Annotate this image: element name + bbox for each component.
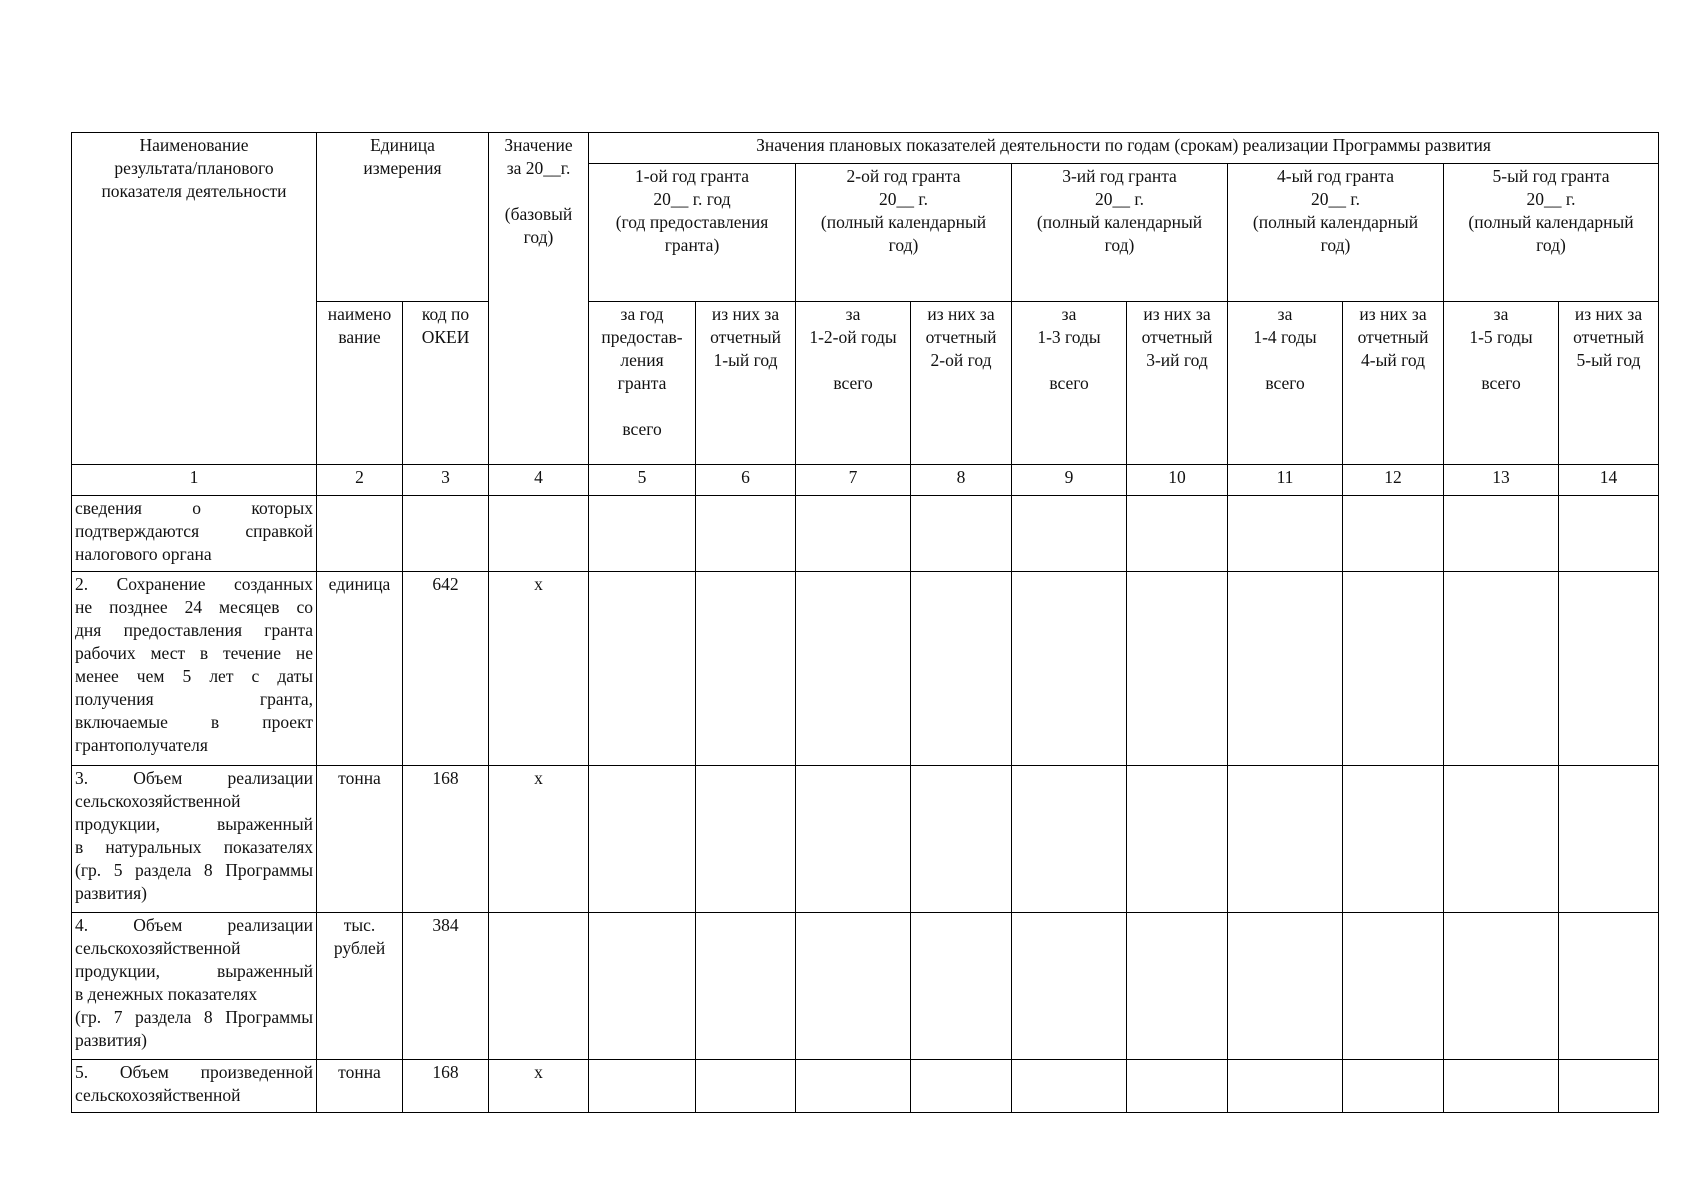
column-number: 14 xyxy=(1559,465,1659,496)
subheader-line: 5-ый год xyxy=(1576,350,1641,370)
indicator-name-line: (гр. 7 раздела 8 Программы xyxy=(75,1007,313,1027)
okei-cell xyxy=(403,496,489,572)
value-cell xyxy=(696,766,796,913)
indicator-name-line: сельскохозяйственной xyxy=(75,791,241,811)
value-cell xyxy=(1559,766,1659,913)
value-cell xyxy=(911,496,1012,572)
subheader-line: 1-2-ой годы xyxy=(809,327,897,347)
column-number: 12 xyxy=(1343,465,1444,496)
year-2-header xyxy=(796,164,1012,302)
subheader-line: ления xyxy=(620,350,664,370)
subheader-line: 2-ой год xyxy=(930,350,992,370)
column-number: 8 xyxy=(911,465,1012,496)
okei-cell: 384 xyxy=(403,913,489,1060)
subheader-line: код по xyxy=(421,304,470,324)
value-cell xyxy=(1343,913,1444,1060)
subheader-line: вание xyxy=(338,327,381,347)
year-4-total-subheader xyxy=(1228,302,1343,465)
col-base-header-line: Значение xyxy=(504,135,573,155)
year-1-total-subheader xyxy=(589,302,696,465)
col-unit-header xyxy=(317,133,489,302)
subheader-line: всего xyxy=(1481,373,1521,393)
indicator-name-line: сельскохозяйственной xyxy=(75,1085,241,1105)
year-header-line: (полный календарный xyxy=(820,212,987,232)
value-cell xyxy=(696,913,796,1060)
value-cell xyxy=(1444,496,1559,572)
subheader-line: отчетный xyxy=(1573,327,1644,347)
year-header-line: 20__ г. год xyxy=(653,189,731,209)
value-cell xyxy=(1228,1060,1343,1113)
year-header-line: год) xyxy=(888,235,919,255)
year-3-header xyxy=(1012,164,1228,302)
year-1-header xyxy=(589,164,796,302)
subheader-line: из них за xyxy=(1143,304,1211,324)
col-name-header-line: показателя деятельности xyxy=(101,181,287,201)
value-cell xyxy=(1012,1060,1127,1113)
unit-line: тыс. xyxy=(343,915,376,935)
subheader-line: всего xyxy=(1265,373,1305,393)
value-cell xyxy=(1127,572,1228,766)
value-cell xyxy=(1559,1060,1659,1113)
indicator-name-line: 2. Сохранение созданных xyxy=(75,574,313,594)
year-5-reported-subheader xyxy=(1559,302,1659,465)
value-cell xyxy=(796,1060,911,1113)
year-header-line: год) xyxy=(1104,235,1135,255)
grant-indicators-table xyxy=(71,132,1659,1113)
indicator-name xyxy=(72,913,317,1060)
year-header-line: 4-ый год гранта xyxy=(1277,166,1395,186)
table-row xyxy=(72,1060,1659,1113)
subheader-line: 4-ый год xyxy=(1361,350,1425,370)
value-cell xyxy=(696,572,796,766)
value-cell xyxy=(1127,766,1228,913)
value-cell xyxy=(1559,496,1659,572)
col-unit-header-line: Единица xyxy=(370,135,435,155)
unit-line: рублей xyxy=(333,938,386,958)
indicator-name-line: грантополучателя xyxy=(75,735,208,755)
unit-cell: тонна xyxy=(317,1060,403,1113)
unit-cell: единица xyxy=(317,572,403,766)
col-unit-header-line: измерения xyxy=(363,158,442,178)
subheader-line: из них за xyxy=(1359,304,1427,324)
indicator-name xyxy=(72,1060,317,1113)
year-2-reported-subheader xyxy=(911,302,1012,465)
year-header-line: (полный календарный xyxy=(1036,212,1203,232)
okei-cell: 642 xyxy=(403,572,489,766)
value-cell xyxy=(1343,496,1444,572)
year-header-line: 1-ой год гранта xyxy=(635,166,750,186)
value-cell xyxy=(796,913,911,1060)
subheader-line: 1-5 годы xyxy=(1469,327,1533,347)
year-2-total-subheader xyxy=(796,302,911,465)
value-cell xyxy=(696,1060,796,1113)
base-value-cell: х xyxy=(489,572,589,766)
subheader-line: из них за xyxy=(711,304,780,324)
col-plan-header: Значения плановых показателей деятельности по годам (срокам) реализации Программы развития xyxy=(589,133,1659,164)
okei-cell: 168 xyxy=(403,1060,489,1113)
col-name-header xyxy=(72,133,317,465)
year-header-line: 2-ой год гранта xyxy=(846,166,961,186)
subheader-line: предостав- xyxy=(601,327,683,347)
col-name-header-line: результата/планового xyxy=(114,158,274,178)
column-number: 6 xyxy=(696,465,796,496)
value-cell xyxy=(589,572,696,766)
value-cell xyxy=(1127,496,1228,572)
subheader-line: отчетный xyxy=(1141,327,1213,347)
year-5-header xyxy=(1444,164,1659,302)
value-cell xyxy=(1343,1060,1444,1113)
indicator-name xyxy=(72,496,317,572)
subheader-line: 1-ый год xyxy=(713,350,778,370)
value-cell xyxy=(1012,766,1127,913)
value-cell xyxy=(1444,766,1559,913)
value-cell xyxy=(1444,913,1559,1060)
indicator-name-line: налогового органа xyxy=(75,544,212,564)
year-header-line: 20__ г. xyxy=(1526,189,1576,209)
unit-cell xyxy=(317,496,403,572)
year-header-line: (полный календарный xyxy=(1468,212,1634,232)
column-number-row xyxy=(72,465,1659,496)
year-3-total-subheader xyxy=(1012,302,1127,465)
col-base-header-line: год) xyxy=(523,227,554,247)
indicator-name-line: развития) xyxy=(75,1030,147,1050)
value-cell xyxy=(589,766,696,913)
table-row xyxy=(72,913,1659,1060)
indicator-name-line: сельскохозяйственной xyxy=(75,938,241,958)
year-header-line: (год предоставления xyxy=(615,212,769,232)
column-number: 10 xyxy=(1127,465,1228,496)
subheader-line: 3-ий год xyxy=(1146,350,1208,370)
value-cell xyxy=(1444,572,1559,766)
indicator-name-line: (гр. 5 раздела 8 Программы xyxy=(75,860,313,880)
base-value-cell xyxy=(489,496,589,572)
indicator-name-line: рабочих мест в течение не xyxy=(75,643,313,663)
table-row xyxy=(72,572,1659,766)
subheader-line: 1-3 годы xyxy=(1037,327,1101,347)
indicator-name-line: включаемые в проект xyxy=(75,712,313,732)
subheader-line: отчетный xyxy=(710,327,781,347)
value-cell xyxy=(796,496,911,572)
unit-cell: тонна xyxy=(317,766,403,913)
subheader-line: гранта xyxy=(617,373,667,393)
value-cell xyxy=(911,913,1012,1060)
subheader-line: за xyxy=(1277,304,1293,324)
value-cell xyxy=(911,572,1012,766)
indicator-name-line: продукции, выраженный xyxy=(75,961,313,981)
column-number: 7 xyxy=(796,465,911,496)
indicator-name xyxy=(72,766,317,913)
year-header-line: (полный календарный xyxy=(1252,212,1419,232)
table-row xyxy=(72,766,1659,913)
subheader-line: всего xyxy=(1049,373,1089,393)
year-header-line: 5-ый год гранта xyxy=(1492,166,1610,186)
base-value-cell xyxy=(489,913,589,1060)
year-header-line: 20__ г. xyxy=(1311,189,1360,209)
column-number: 5 xyxy=(589,465,696,496)
subheader-line: за xyxy=(1493,304,1509,324)
indicator-name-line: 5. Объем произведенной xyxy=(75,1062,313,1082)
value-cell xyxy=(1228,766,1343,913)
subheader-line: отчетный xyxy=(1357,327,1429,347)
year-4-reported-subheader xyxy=(1343,302,1444,465)
year-1-reported-subheader xyxy=(696,302,796,465)
subheader-line: ОКЕИ xyxy=(421,327,470,347)
value-cell xyxy=(1012,496,1127,572)
value-cell xyxy=(1228,572,1343,766)
value-cell xyxy=(796,766,911,913)
value-cell xyxy=(1127,913,1228,1060)
indicator-name-line: в денежных показателях xyxy=(75,984,258,1004)
value-cell xyxy=(589,496,696,572)
column-number: 4 xyxy=(489,465,589,496)
indicator-name-line: получения гранта, xyxy=(75,689,313,709)
subheader-line: за xyxy=(1061,304,1077,324)
indicator-name-line: развития) xyxy=(75,883,147,903)
value-cell xyxy=(589,913,696,1060)
indicator-name-line: дня предоставления гранта xyxy=(75,620,313,640)
value-cell xyxy=(1012,572,1127,766)
indicator-name-line: менее чем 5 лет с даты xyxy=(75,666,313,686)
table-row xyxy=(72,496,1659,572)
column-number: 3 xyxy=(403,465,489,496)
value-cell xyxy=(696,496,796,572)
year-header-line: гранта) xyxy=(664,235,720,255)
subheader-line: всего xyxy=(622,419,662,439)
column-number: 13 xyxy=(1444,465,1559,496)
year-header-line: 3-ий год гранта xyxy=(1062,166,1177,186)
base-value-cell: х xyxy=(489,766,589,913)
subheader-line: за xyxy=(845,304,861,324)
indicator-name-line: сведения о которых xyxy=(75,498,313,518)
column-number: 9 xyxy=(1012,465,1127,496)
indicator-name-line: не позднее 24 месяцев со xyxy=(75,597,313,617)
year-header-line: 20__ г. xyxy=(1095,189,1144,209)
year-5-total-subheader xyxy=(1444,302,1559,465)
base-value-cell: х xyxy=(489,1060,589,1113)
indicator-name-line: подтверждаются справкой xyxy=(75,521,313,541)
value-cell xyxy=(1343,572,1444,766)
col-base-header-line: за 20__г. xyxy=(506,158,571,178)
value-cell xyxy=(1012,913,1127,1060)
year-header-line: 20__ г. xyxy=(879,189,928,209)
indicator-name-line: 3. Объем реализации xyxy=(75,768,313,788)
col-base-header xyxy=(489,133,589,465)
year-header-line: год) xyxy=(1320,235,1351,255)
value-cell xyxy=(589,1060,696,1113)
value-cell xyxy=(1444,1060,1559,1113)
col-base-header-line: (базовый xyxy=(504,204,573,224)
unit-name-subheader xyxy=(317,302,403,465)
subheader-line: из них за xyxy=(1574,304,1643,324)
year-3-reported-subheader xyxy=(1127,302,1228,465)
subheader-line: отчетный xyxy=(925,327,997,347)
unit-okei-subheader xyxy=(403,302,489,465)
subheader-line: наимено xyxy=(327,304,392,324)
header-row-1 xyxy=(72,133,1659,164)
col-name-header-line: Наименование xyxy=(139,135,249,155)
value-cell xyxy=(1127,1060,1228,1113)
subheader-line: за год xyxy=(620,304,664,324)
indicator-name-line: продукции, выраженный xyxy=(75,814,313,834)
subheader-line: всего xyxy=(833,373,873,393)
okei-cell: 168 xyxy=(403,766,489,913)
value-cell xyxy=(796,572,911,766)
subheader-line: 1-4 годы xyxy=(1253,327,1317,347)
indicator-name-line: в натуральных показателях xyxy=(75,837,313,857)
value-cell xyxy=(1559,913,1659,1060)
column-number: 2 xyxy=(317,465,403,496)
subheader-line: из них за xyxy=(927,304,995,324)
value-cell xyxy=(911,766,1012,913)
value-cell xyxy=(1343,766,1444,913)
unit-cell xyxy=(317,913,403,1060)
column-number: 1 xyxy=(72,465,317,496)
value-cell xyxy=(911,1060,1012,1113)
column-number: 11 xyxy=(1228,465,1343,496)
value-cell xyxy=(1228,913,1343,1060)
year-header-line: год) xyxy=(1536,235,1566,255)
year-4-header xyxy=(1228,164,1444,302)
indicator-name xyxy=(72,572,317,766)
value-cell xyxy=(1559,572,1659,766)
document-page xyxy=(71,132,1658,1113)
indicator-name-line: 4. Объем реализации xyxy=(75,915,313,935)
value-cell xyxy=(1228,496,1343,572)
